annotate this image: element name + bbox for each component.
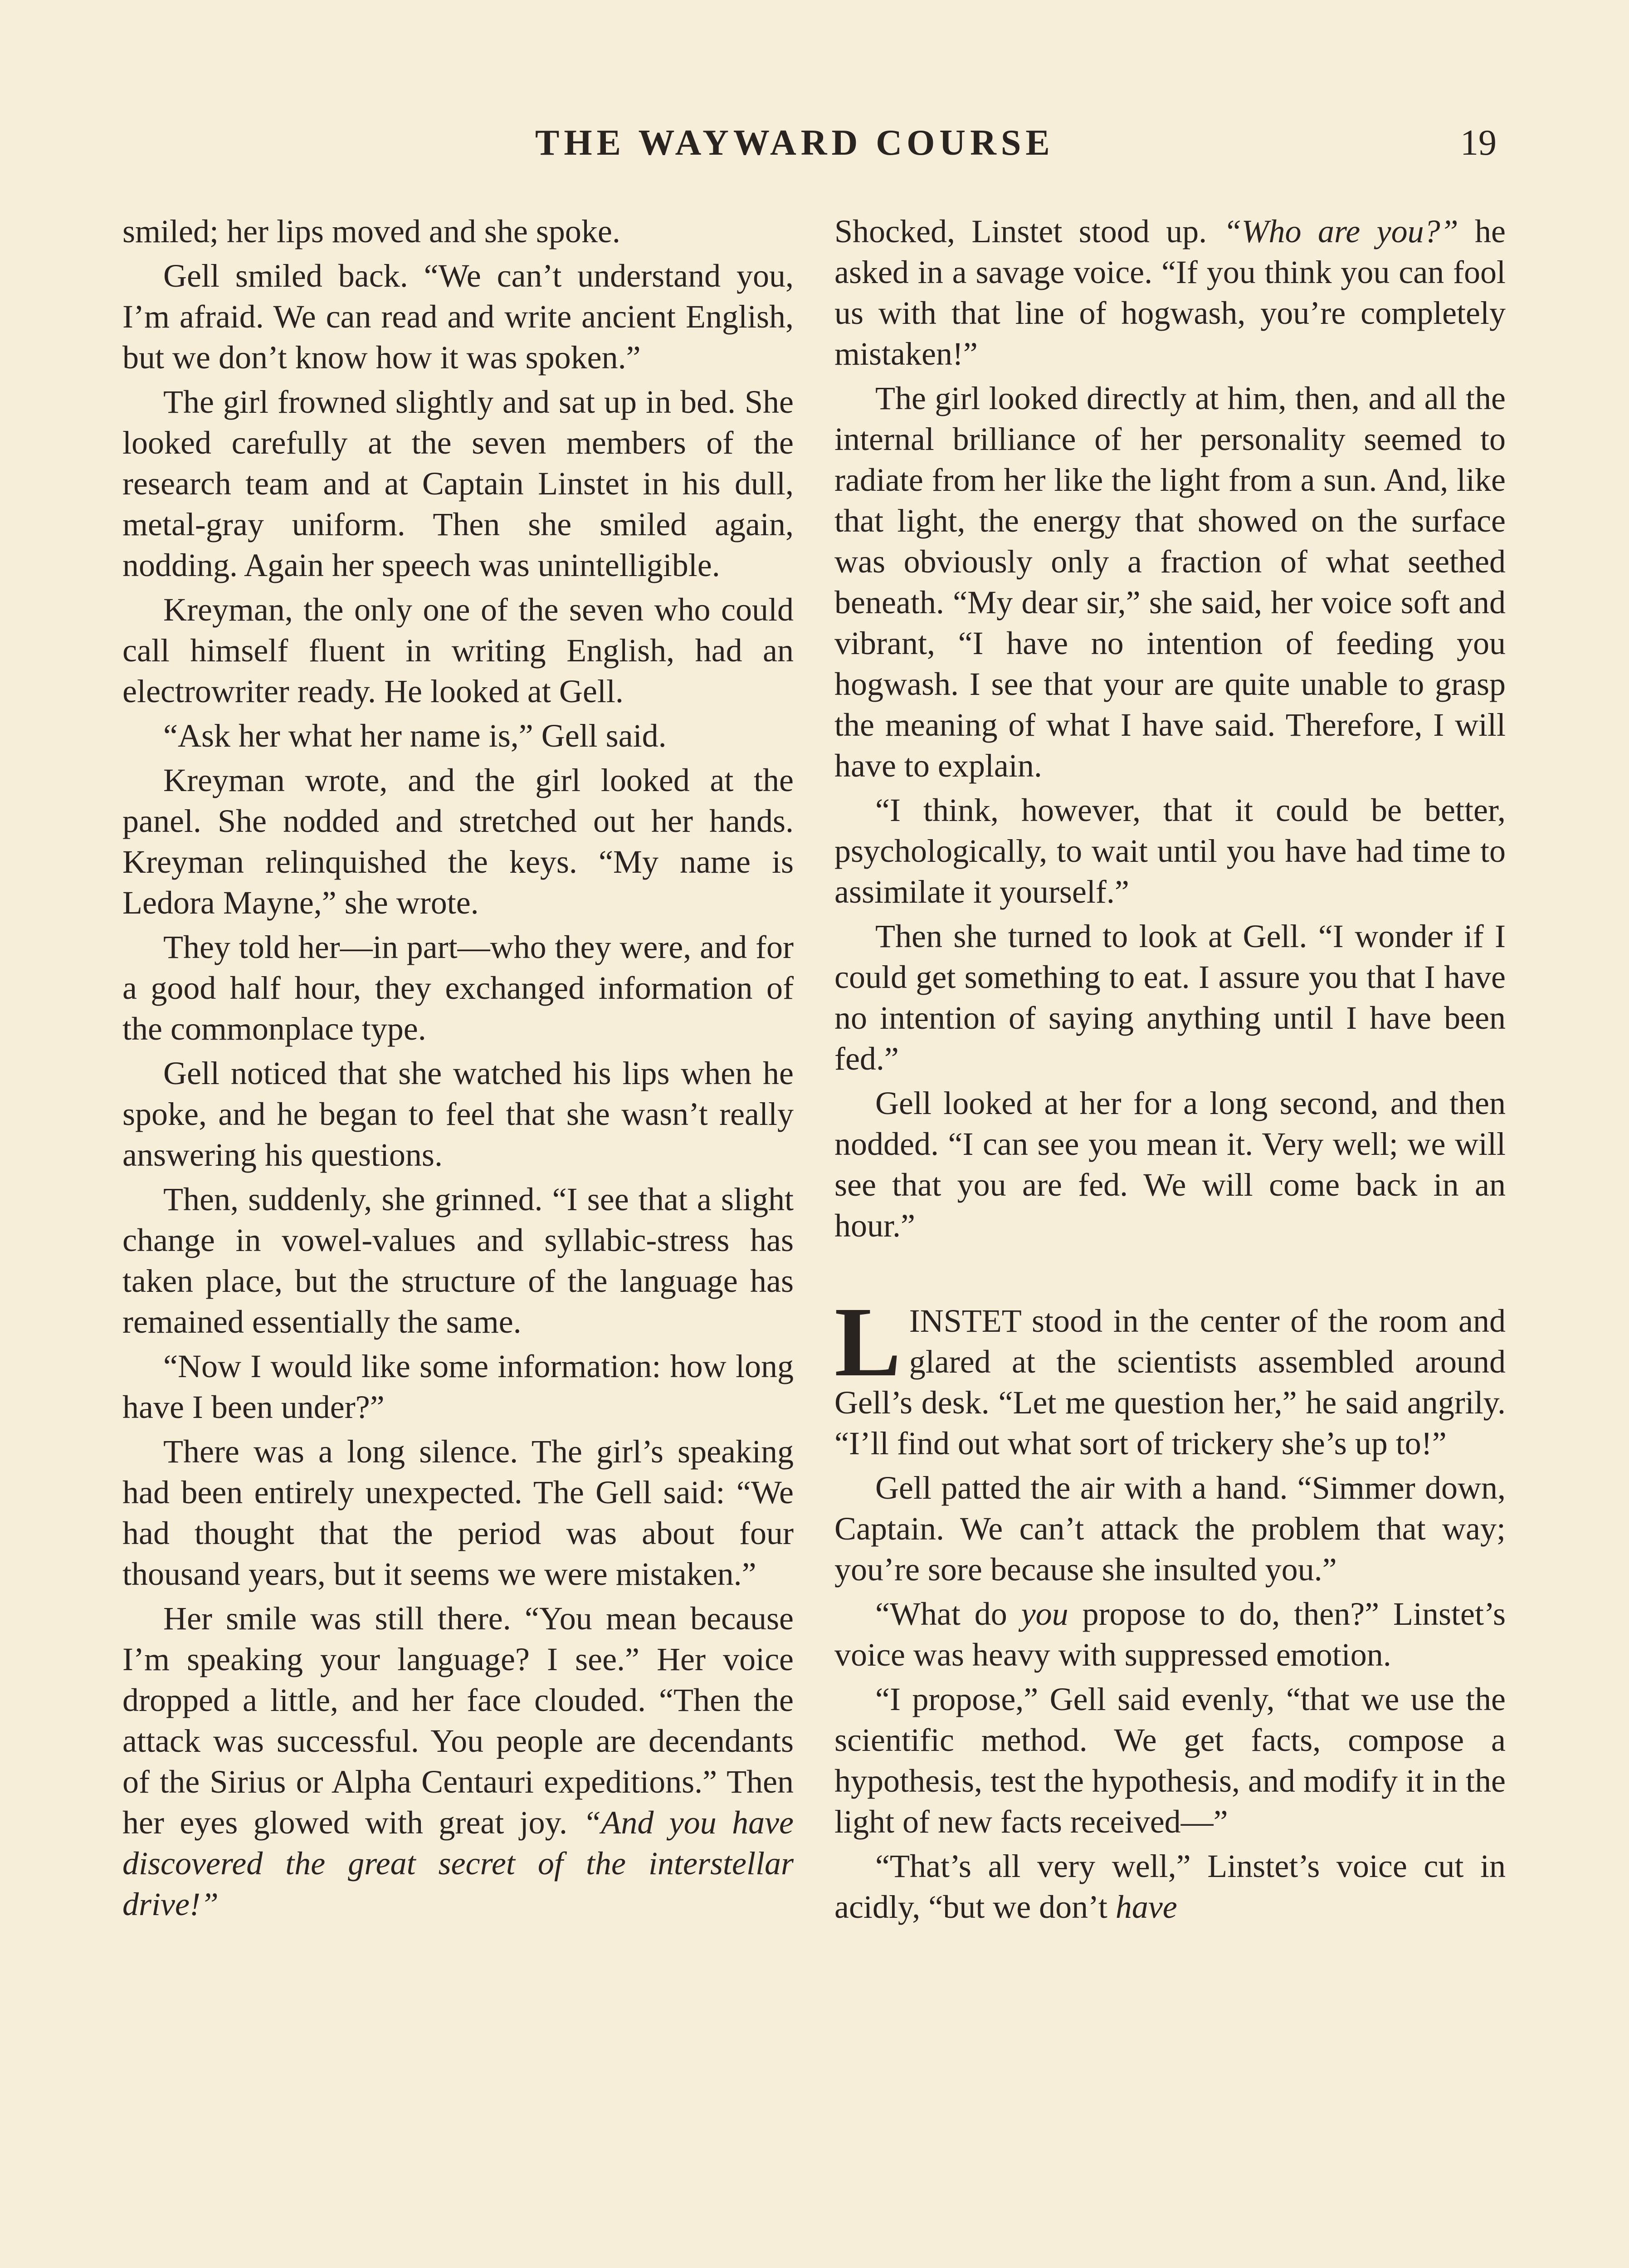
page-header (0, 113, 1629, 177)
paragraph: Gell noticed that she watched his lips when he spoke, and he began to feel that she wasn’t really answering his questions. (122, 1055, 794, 1173)
paragraph: Gell looked at her for a long second, and then nodded. “I can see you mean it. Very well; we will see that you are fed. We will come back in an hour.” (834, 1085, 1506, 1244)
italic-text: “Who are you?” (1223, 213, 1458, 249)
paragraph: Gell smiled back. “We can’t understand you, I’m afraid. We can read and write ancient English, but we don’t know how it was spoken.” (122, 258, 794, 376)
paragraph-text: INSTET stood in the center of the room and glared at the scientists assembled around Gell’s desk. “Let me question her,” he said angrily. “I’ll find out what sort of trickery she’s up to!” (834, 1303, 1506, 1461)
page-number: 19 (1460, 123, 1497, 163)
paragraph-text: Her smile was still there. “You mean because I’m speaking your language? I see.” Her voice dropped a little, and her face clouded. “Then the attack was successful. You people are decendants of the Sirius or Alpha Centauri expeditions.” Then her eyes glowed with great joy. (122, 1600, 794, 1841)
paragraph: Kreyman, the only one of the seven who could call himself fluent in writing English, had an electrowriter ready. He looked at Gell. (122, 591, 794, 709)
paragraph: The girl frowned slightly and sat up in bed. She looked carefully at the seven members of the research team and at Captain Linstet in his dull, metal-gray uniform. Then she smiled again, nodding. Again her speech was unintelligible. (122, 384, 794, 583)
paragraph: There was a long silence. The girl’s speaking had been entirely unexpected. The Gell said: “We had thought that the period was about four thousand years, but it seems we were mistaken.” (122, 1433, 794, 1592)
paragraph: smiled; her lips moved and she spoke. (122, 213, 620, 249)
paragraph-text: propose to do, then?” Linstet’s voice was heavy with suppressed emotion. (834, 1596, 1506, 1673)
paragraph: Kreyman wrote, and the girl looked at the panel. She nodded and stretched out her hands. Kreyman relinquished the keys. “My name is Ledora Mayne,” she wrote. (122, 762, 794, 921)
italic-text: “And you have discovered the great secret of the interstellar drive!” (122, 1804, 794, 1922)
paragraph: “I think, however, that it could be better, psychologically, to wait until you have had time to assimilate it yourself.” (834, 792, 1506, 910)
left-column (122, 211, 794, 1928)
paragraph: They told her—in part—who they were, and for a good half hour, they exchanged information of the commonplace type. (122, 929, 794, 1047)
paragraph (122, 1598, 794, 1925)
paragraph-text: he asked in a savage voice. “If you think you can fool us with that line of hogwash, you’re completely mistaken!” (834, 213, 1506, 372)
paragraph-text: Shocked, Linstet stood up. (834, 213, 1224, 249)
paragraph-text: “What do (875, 1596, 1021, 1632)
section-paragraph (834, 1286, 1506, 1464)
paragraph: “Now I would like some information: how long have I been under?” (122, 1348, 794, 1425)
paragraph: Gell patted the air with a hand. “Simmer down, Captain. We can’t attack the problem that way; you’re sore because she insulted you.” (834, 1470, 1506, 1588)
paragraph (834, 1846, 1506, 1927)
running-title: THE WAYWARD COURSE (535, 123, 1054, 163)
italic-text: have (1115, 1889, 1177, 1925)
paragraph (834, 211, 1506, 374)
paragraph: Then she turned to look at Gell. “I wonder if I could get something to eat. I assure you that I have no intention of saying anything until I have been fed.” (834, 918, 1506, 1077)
paragraph: Then, suddenly, she grinned. “I see that a slight change in vowel-values and syllabic-stress has taken place, but the structure of the language has remained essentially the same. (122, 1181, 794, 1340)
paragraph: “I propose,” Gell said evenly, “that we use the scientific method. We get facts, compose a hypothesis, test the hypothesis, and modify it in the light of new facts received—” (834, 1681, 1506, 1840)
paragraph (834, 1593, 1506, 1675)
paragraph: “Ask her what her name is,” Gell said. (163, 718, 667, 754)
paragraph-text: “That’s all very well,” Linstet’s voice cut in acidly, “but we don’t (834, 1848, 1506, 1925)
paragraph: The girl looked directly at him, then, and all the internal brilliance of her personality seemed to radiate from her like the light from a sun. And, like that light, the energy that showed on the surface was obviously only a fraction of what seethed beneath. “My dear sir,” she said, her voice soft and vibrant, “I have no intention of feeding you hogwash. I see that your are quite unable to grasp the meaning of what I have said. Therefore, I will have to explain. (834, 380, 1506, 784)
italic-text: you (1021, 1596, 1068, 1632)
right-column (834, 211, 1506, 1931)
drop-cap: L (834, 1286, 901, 1397)
